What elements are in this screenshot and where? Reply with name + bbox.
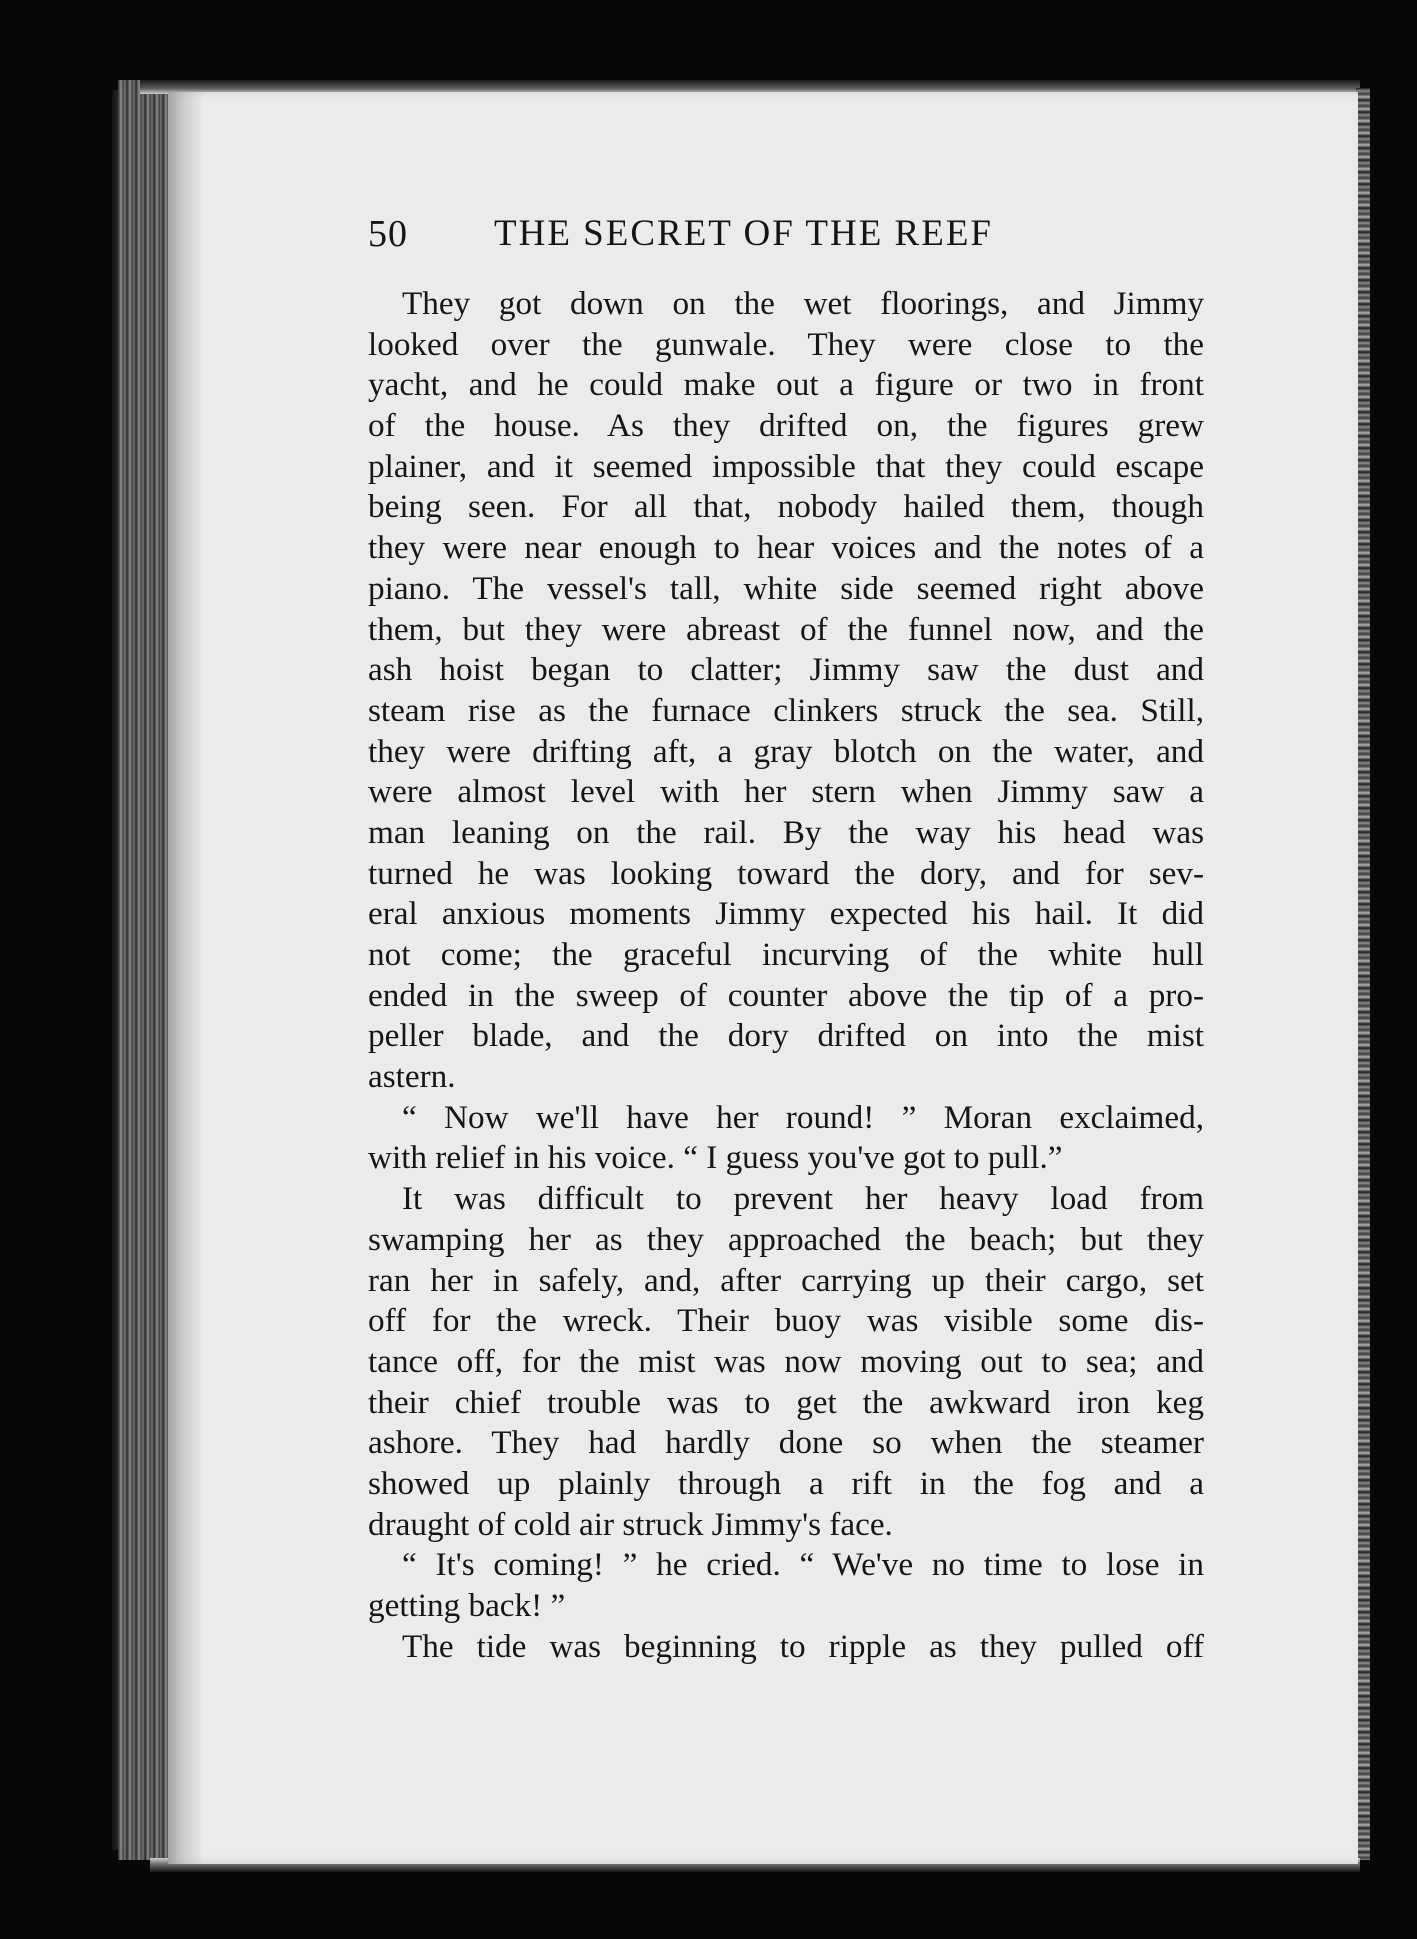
text-line: they were near enough to hear voices and the notes of a (368, 529, 1204, 567)
text-line: they were drifting aft, a gray blotch on the water, and (368, 732, 1204, 770)
text-line: of the house. As they drifted on, the figures grew (368, 407, 1204, 445)
text-line: showed up plainly through a rift in the fog and a (368, 1464, 1204, 1502)
gutter-shadow (168, 92, 204, 1864)
text-line: “ Now we'll have her round! ” Moran exclaimed, (402, 1098, 1204, 1136)
text-line: It was difficult to prevent her heavy load from (402, 1180, 1204, 1218)
text-line: “ It's coming! ” he cried. “ We've no time to lose in (402, 1546, 1204, 1584)
text-line: looked over the gunwale. They were close to the (368, 325, 1204, 363)
text-line: were almost level with her stern when Jimmy saw a (368, 773, 1204, 811)
text-line: off for the wreck. Their buoy was visible some dis- (368, 1302, 1204, 1340)
page-number: 50 (368, 213, 408, 255)
text-line: ashore. They had hardly done so when the steamer (368, 1424, 1204, 1462)
text-line: eral anxious moments Jimmy expected his hail. It did (368, 895, 1204, 933)
text-line: ash hoist began to clatter; Jimmy saw the dust and (368, 651, 1204, 689)
text-line: draught of cold air struck Jimmy's face. (368, 1505, 893, 1543)
text-line: being seen. For all that, nobody hailed them, though (368, 488, 1204, 526)
text-line: plainer, and it seemed impossible that they could escape (368, 447, 1204, 485)
text-line: getting back! ” (368, 1587, 566, 1624)
text-line: not come; the graceful incurving of the white hull (368, 936, 1204, 973)
running-head: THE SECRET OF THE REEF (494, 213, 994, 254)
body-text (368, 284, 1204, 1667)
text-line: astern. (368, 1058, 456, 1096)
text-line: turned he was looking toward the dory, and for sev- (368, 854, 1204, 892)
text-line: swamping her as they approached the beach; but they (368, 1220, 1204, 1258)
text-line: steam rise as the furnace clinkers struck the sea. Still, (368, 691, 1204, 729)
right-page-edges (1356, 88, 1370, 1860)
text-line: ended in the sweep of counter above the tip of a pro- (368, 976, 1204, 1014)
text-line: yacht, and he could make out a figure or two in front (368, 366, 1204, 404)
text-line: They got down on the wet floorings, and Jimmy (402, 285, 1204, 322)
text-line: The tide was beginning to ripple as they pulled off (402, 1627, 1204, 1665)
text-line: with relief in his voice. “ I guess you've got to pull.” (368, 1139, 1063, 1177)
text-line: piano. The vessel's tall, white side seemed right above (368, 569, 1204, 607)
text-line: ran her in safely, and, after carrying up their cargo, set (368, 1261, 1204, 1299)
page-header (368, 212, 1148, 268)
text-line: peller blade, and the dory drifted on into the mist (368, 1017, 1204, 1055)
text-line: them, but they were abreast of the funnel now, and the (368, 610, 1204, 648)
text-line: their chief trouble was to get the awkward iron keg (368, 1383, 1204, 1421)
text-line: tance off, for the mist was now moving out to sea; and (368, 1342, 1204, 1380)
text-line: man leaning on the rail. By the way his head was (368, 813, 1204, 851)
